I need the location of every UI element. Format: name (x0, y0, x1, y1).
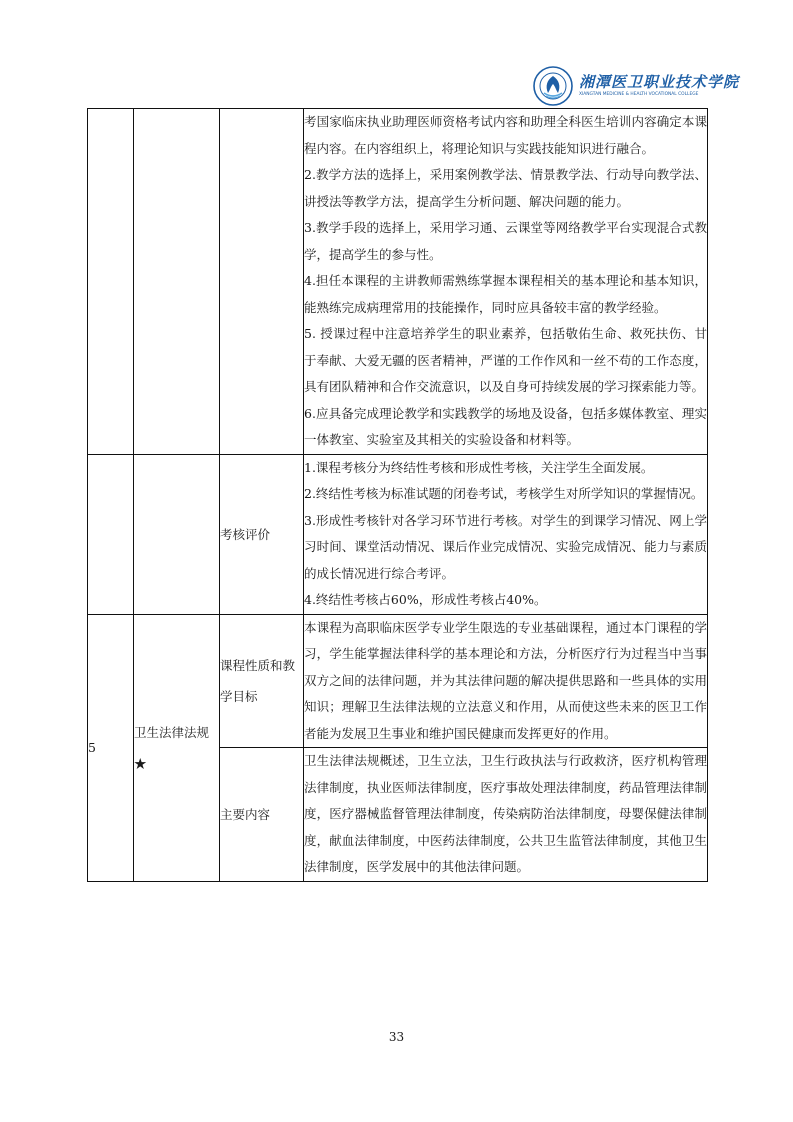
assessment-item: 3.形成性考核针对各学习环节进行考核。对学生的到课学习情况、网上学习时间、课堂活动情况、课后作业完成情况、实验完成情况、能力与素质的成长情况进行综合考评。 (304, 512, 707, 581)
assessment-item: 2.终结性考核为标准试题的闭卷考试，考核学生对所学知识的掌握情况。 (304, 486, 704, 501)
course-name-cell (134, 109, 220, 455)
main-content-label: 主要内容 (220, 748, 304, 882)
college-name-cn: 湘潭医卫职业技术学院 (579, 73, 740, 91)
assessment-item: 4.终结性考核占60%，形成性考核占40%。 (304, 592, 547, 607)
number-cell (88, 109, 134, 455)
table-row (88, 614, 708, 748)
curriculum-table (87, 108, 708, 882)
continued-content-cell (304, 109, 708, 455)
assessment-label: 考核评价 (220, 454, 304, 614)
content-paragraph: 3.教学手段的选择上，采用学习通、云课堂等网络教学平台实现混合式教学，提高学生的参与性。 (304, 220, 707, 262)
assessment-item: 1.课程考核分为终结性考核和形成性考核，关注学生全面发展。 (304, 459, 654, 475)
nature-text: 本课程为高职临床医学专业学生限选的专业基础课程，通过本门课程的学习，学生能掌握法律科学的基本理论和方法，分析医疗行为过程当中当事双方之间的法律问题，并为其法律问题的解决提供思路和一些具体的实用知识；理解卫生法律法规的立法意义和作用，从而使这些未来的医卫工作者能为发展卫生事业和维护国民健康而发挥更好的作用。 (304, 619, 707, 741)
content-paragraph: 5. 授课过程中注意培养学生的职业素养，包括敬佑生命、救死扶伤、甘于奉献、大爱无疆的医者精神，严谨的工作作风和一丝不苟的工作态度，具有团队精神和合作交流意识，以及自身可持续发展的学习探索能力等。 (304, 326, 707, 394)
nature-content-cell (304, 614, 708, 748)
main-content-cell (304, 748, 708, 882)
nature-label: 课程性质和教学目标 (220, 614, 304, 748)
course-number: 5 (88, 614, 134, 881)
content-paragraph: 6.应具备完成理论教学和实践教学的场地及设备，包括多媒体教室、理实一体教室、实验室及其相关的实验设备和材料等。 (304, 405, 707, 447)
table-row (88, 109, 708, 455)
college-emblem-icon (533, 66, 573, 106)
page-number: 33 (388, 1030, 405, 1044)
category-cell (220, 109, 304, 455)
course-name-cell (134, 454, 220, 614)
content-paragraph: 4.担任本课程的主讲教师需熟练掌握本课程相关的基本理论和基本知识，能熟练完成病理常用的技能操作，同时应具备较丰富的教学经验。 (304, 273, 707, 315)
college-logo (533, 66, 740, 106)
content-paragraph: 考国家临床执业助理医师资格考试内容和助理全科医生培训内容确定本课程内容。在内容组织上，将理论知识与实践技能知识进行融合。 (304, 114, 707, 156)
assessment-content-cell (304, 454, 708, 614)
college-name-en: XIANGTAN MEDICINE & HEALTH VOCATIONAL COLLEGE (579, 92, 699, 97)
table-row (88, 454, 708, 614)
number-cell (88, 454, 134, 614)
main-content-text: 卫生法律法规概述，卫生立法，卫生行政执法与行政救济，医疗机构管理法律制度，执业医师法律制度，医疗事故处理法律制度，药品管理法律制度，医疗器械监督管理法律制度，传染病防治法律制度，母婴保健法律制度，献血法律制度，中医药法律制度，公共卫生监管法律制度，其他卫生法律制度，医学发展中的其他法律问题。 (304, 753, 707, 874)
course-name: 卫生法律法规★ (134, 614, 220, 881)
content-paragraph: 2.教学方法的选择上，采用案例教学法、情景教学法、行动导向教学法、讲授法等教学方法，提高学生分析问题、解决问题的能力。 (304, 167, 707, 209)
